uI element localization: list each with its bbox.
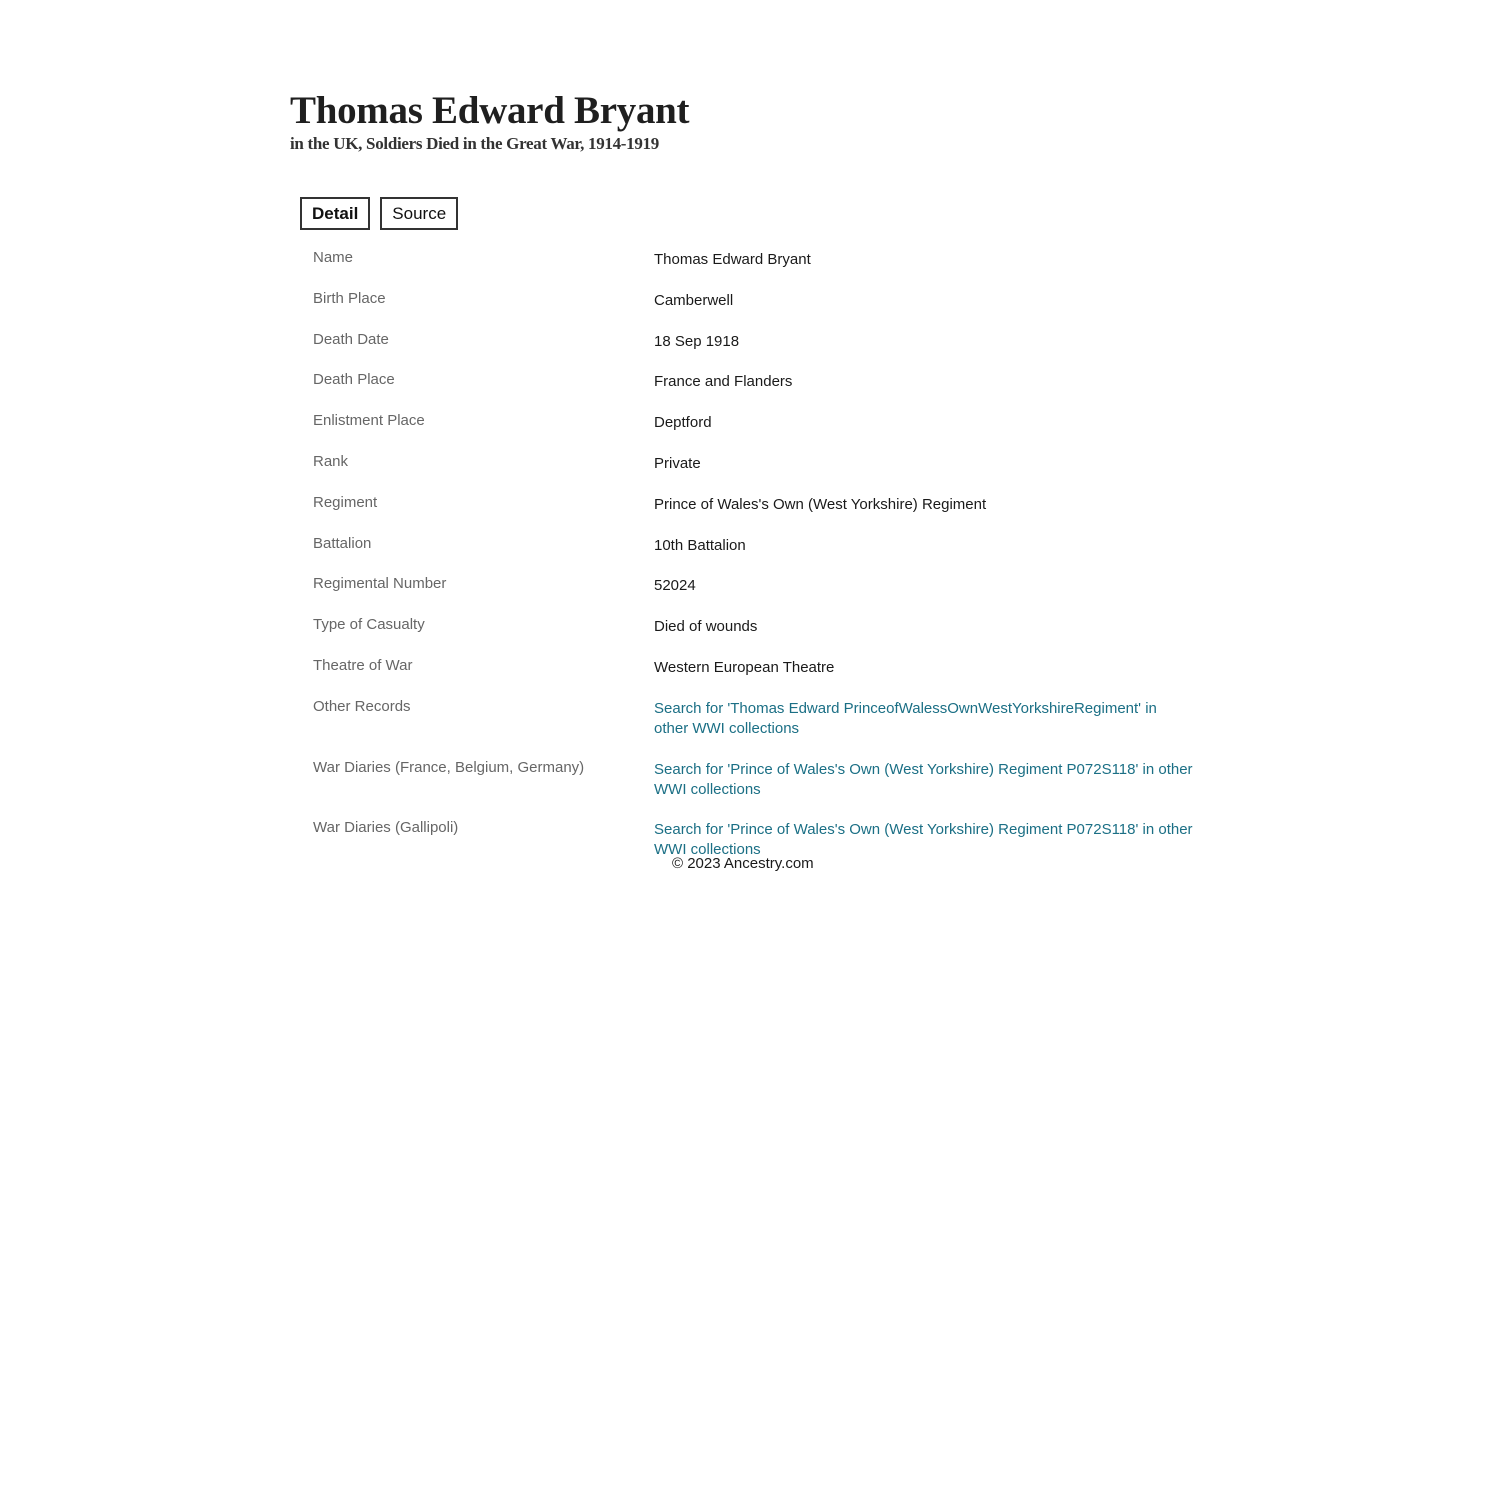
field-label-death-place: Death Place <box>313 371 395 389</box>
record-table <box>313 248 1193 879</box>
table-row <box>313 615 1193 656</box>
field-value-birth-place: Camberwell <box>654 291 734 309</box>
table-row <box>313 574 1193 615</box>
field-label-regiment: Regiment <box>313 493 378 511</box>
field-value-battalion: 10th Battalion <box>654 536 746 554</box>
table-row <box>313 370 1193 411</box>
field-value-death-date: 18 Sep 1918 <box>654 332 740 350</box>
field-value-enlistment-place: Deptford <box>654 414 712 432</box>
field-label-theatre-of-war: Theatre of War <box>313 656 413 674</box>
field-label-war-diaries-france: War Diaries (France, Belgium, Germany) <box>313 758 585 776</box>
table-row <box>313 758 1193 819</box>
field-label-type-of-casualty: Type of Casualty <box>313 616 425 634</box>
field-label-battalion: Battalion <box>313 534 372 552</box>
record-page <box>290 88 1200 872</box>
page-title: Thomas Edward Bryant <box>290 89 690 132</box>
field-label-regimental-number: Regimental Number <box>313 575 447 593</box>
other-records-search-link[interactable]: Search for 'Thomas Edward PrinceofWalessOwnWestYorkshireRegiment' in other WWI collections <box>654 699 1157 737</box>
field-value-rank: Private <box>654 454 701 472</box>
table-row <box>313 411 1193 452</box>
tab-source[interactable]: Source <box>380 197 458 230</box>
tab-bar <box>300 197 458 230</box>
field-label-rank: Rank <box>313 452 349 470</box>
field-label-name: Name <box>313 249 354 266</box>
field-label-death-date: Death Date <box>313 330 389 348</box>
collection-subtitle: in the UK, Soldiers Died in the Great War, 1914-1919 <box>290 134 659 153</box>
table-row <box>313 289 1193 330</box>
field-label-other-records: Other Records <box>313 697 411 715</box>
table-row <box>313 697 1193 758</box>
field-label-enlistment-place: Enlistment Place <box>313 412 425 430</box>
table-row <box>313 330 1193 371</box>
field-value-regiment: Prince of Wales's Own (West Yorkshire) Regiment <box>654 495 987 513</box>
copyright-footer: © 2023 Ancestry.com <box>672 855 814 872</box>
table-row <box>313 493 1193 534</box>
table-row <box>313 452 1193 493</box>
field-value-theatre-of-war: Western European Theatre <box>654 658 835 676</box>
field-label-birth-place: Birth Place <box>313 289 386 307</box>
field-value-regimental-number: 52024 <box>654 577 696 595</box>
field-value-name: Thomas Edward Bryant <box>654 251 811 268</box>
war-diaries-gallipoli-search-link[interactable]: Search for 'Prince of Wales's Own (West Yorkshire) Regiment P072S118' in other WWI collections <box>654 821 1193 859</box>
table-row <box>313 248 1193 289</box>
table-row <box>313 534 1193 575</box>
field-value-death-place: France and Flanders <box>654 373 793 391</box>
field-value-type-of-casualty: Died of wounds <box>654 618 758 636</box>
war-diaries-france-search-link[interactable]: Search for 'Prince of Wales's Own (West Yorkshire) Regiment P072S118' in other WWI collections <box>654 760 1193 798</box>
field-label-war-diaries-gallipoli: War Diaries (Gallipoli) <box>313 819 459 837</box>
table-row <box>313 656 1193 697</box>
tab-detail[interactable]: Detail <box>300 197 370 230</box>
